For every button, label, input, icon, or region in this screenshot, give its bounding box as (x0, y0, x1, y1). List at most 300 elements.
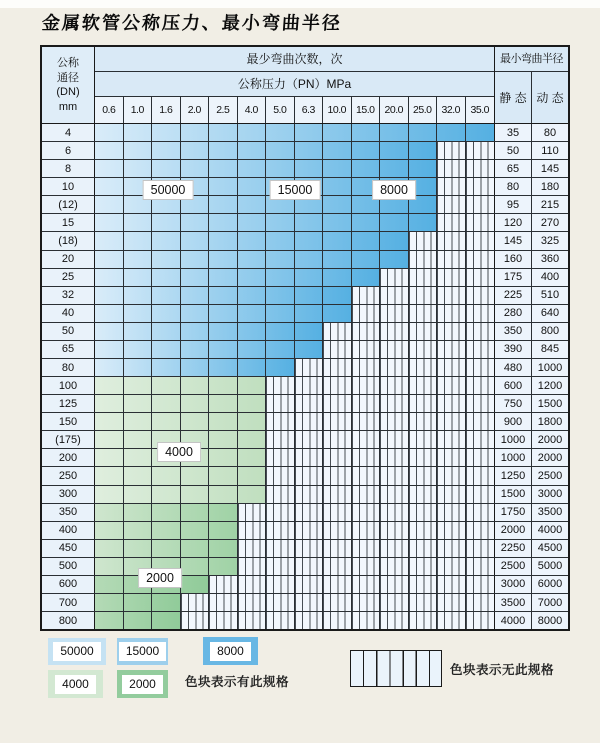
spec-cell (181, 287, 210, 304)
no-spec-cell (409, 287, 438, 304)
pressure-column-header: 6.3 (295, 97, 324, 123)
no-spec-cell (266, 594, 295, 611)
spec-cell (152, 359, 181, 376)
spec-cell (238, 142, 267, 159)
no-spec-cell (295, 486, 324, 503)
pressure-cells-area (95, 486, 495, 503)
no-spec-cell (380, 558, 409, 575)
dynamic-radius-value: 1500 (532, 395, 568, 412)
spec-cell (124, 449, 153, 466)
dn-value: 150 (42, 413, 95, 430)
table-row (42, 323, 568, 341)
dynamic-radius-value: 400 (532, 269, 568, 286)
pressure-cells-area (95, 305, 495, 322)
spec-cell (95, 323, 124, 340)
spec-cell (266, 323, 295, 340)
spec-cell (124, 160, 153, 177)
table-row (42, 269, 568, 287)
spec-cell (266, 269, 295, 286)
static-radius-value: 50 (495, 142, 532, 159)
spec-cell (209, 449, 238, 466)
spec-cell (95, 522, 124, 539)
spec-cell (95, 251, 124, 268)
no-spec-cell (466, 178, 495, 195)
cycle-count-label: 50000 (143, 180, 194, 200)
no-spec-cell (323, 558, 352, 575)
static-radius-value: 65 (495, 160, 532, 177)
spec-cell (124, 323, 153, 340)
bend-cycles-header-group (95, 47, 495, 123)
spec-cell (266, 160, 295, 177)
dn-header-line: mm (58, 100, 78, 113)
dn-value: 10 (42, 178, 95, 195)
no-spec-cell (352, 323, 381, 340)
dynamic-radius-value: 1800 (532, 413, 568, 430)
spec-cell (352, 232, 381, 249)
no-spec-cell (380, 323, 409, 340)
dynamic-radius-value: 1200 (532, 377, 568, 394)
no-spec-cell (409, 576, 438, 593)
no-spec-cell (238, 522, 267, 539)
static-radius-value: 900 (495, 413, 532, 430)
no-spec-cell (409, 504, 438, 521)
no-spec-cell (466, 467, 495, 484)
spec-cell (295, 124, 324, 141)
no-spec-cell (437, 341, 466, 358)
no-spec-cell (437, 522, 466, 539)
no-spec-cell (323, 377, 352, 394)
pressure-cells-area (95, 413, 495, 430)
dn-value: 100 (42, 377, 95, 394)
no-spec-cell (209, 576, 238, 593)
dynamic-radius-value: 215 (532, 196, 568, 213)
no-spec-cell (466, 612, 495, 629)
spec-cell (209, 377, 238, 394)
no-spec-cell (437, 594, 466, 611)
pressure-cells-area (95, 341, 495, 358)
spec-cell (124, 287, 153, 304)
dn-value: 350 (42, 504, 95, 521)
table-row (42, 341, 568, 359)
spec-cell (238, 232, 267, 249)
no-spec-cell (238, 504, 267, 521)
dn-value: 800 (42, 612, 95, 629)
pressure-cells-area (95, 540, 495, 557)
no-spec-cell (466, 214, 495, 231)
spec-cell (181, 540, 210, 557)
no-spec-cell (209, 612, 238, 629)
no-spec-cell (295, 431, 324, 448)
no-spec-cell (352, 576, 381, 593)
spec-cell (152, 214, 181, 231)
no-spec-cell (380, 522, 409, 539)
spec-cell (181, 214, 210, 231)
spec-cell (266, 214, 295, 231)
spec-cell (124, 612, 153, 629)
no-spec-cell (352, 504, 381, 521)
dn-value: 8 (42, 160, 95, 177)
static-radius-value: 160 (495, 251, 532, 268)
spec-cell (124, 214, 153, 231)
spec-cell (380, 142, 409, 159)
table-row (42, 486, 568, 504)
no-spec-cell (409, 323, 438, 340)
no-spec-cell (409, 395, 438, 412)
pressure-value-header-row (95, 97, 494, 123)
pressure-cells-area (95, 467, 495, 484)
spec-cell (95, 449, 124, 466)
no-spec-cell (409, 341, 438, 358)
pressure-bend-table (40, 45, 570, 631)
spec-cell (209, 214, 238, 231)
spec-cell (295, 305, 324, 322)
spec-cell (323, 196, 352, 213)
spec-cell (152, 612, 181, 629)
dynamic-radius-value: 180 (532, 178, 568, 195)
cycle-count-label: 2000 (138, 568, 182, 588)
spec-cell (152, 341, 181, 358)
spec-cell (181, 341, 210, 358)
spec-cell (124, 431, 153, 448)
no-spec-cell (352, 341, 381, 358)
no-spec-cell (437, 142, 466, 159)
no-spec-cell (266, 377, 295, 394)
spec-cell (209, 269, 238, 286)
table-row (42, 431, 568, 449)
no-spec-cell (295, 467, 324, 484)
no-spec-cell (295, 594, 324, 611)
spec-cell (152, 269, 181, 286)
no-spec-cell (437, 214, 466, 231)
dn-value: 25 (42, 269, 95, 286)
dynamic-radius-value: 8000 (532, 612, 568, 629)
spec-cell (323, 214, 352, 231)
dynamic-radius-value: 510 (532, 287, 568, 304)
dn-value: 125 (42, 395, 95, 412)
no-spec-cell (352, 377, 381, 394)
spec-cell (95, 395, 124, 412)
pressure-cells-area (95, 377, 495, 394)
no-spec-cell (352, 486, 381, 503)
spec-cell (95, 196, 124, 213)
pressure-column-header: 20.0 (380, 97, 409, 123)
static-radius-value: 600 (495, 377, 532, 394)
spec-cell (323, 160, 352, 177)
no-spec-cell (380, 504, 409, 521)
spec-cell (323, 232, 352, 249)
pressure-cells-area (95, 449, 495, 466)
dynamic-column-header: 动 态 (536, 91, 564, 105)
dynamic-radius-value: 2500 (532, 467, 568, 484)
no-spec-cell (181, 612, 210, 629)
spec-cell (380, 232, 409, 249)
no-spec-cell (295, 504, 324, 521)
no-spec-cell (466, 232, 495, 249)
no-spec-cell (466, 160, 495, 177)
spec-cell (352, 214, 381, 231)
no-spec-cell (466, 413, 495, 430)
spec-cell (238, 377, 267, 394)
legend-swatch-label: 50000 (53, 642, 100, 661)
dn-header-line: 通径 (57, 71, 79, 84)
no-spec-cell (437, 486, 466, 503)
no-spec-cell (295, 413, 324, 430)
table-row (42, 305, 568, 323)
no-spec-cell (352, 359, 381, 376)
spec-cell (152, 413, 181, 430)
dn-header-line: (DN) (56, 86, 80, 98)
pressure-cells-area (95, 395, 495, 412)
no-spec-cell (466, 269, 495, 286)
spec-cell (295, 269, 324, 286)
table-row (42, 558, 568, 576)
spec-cell (181, 413, 210, 430)
spec-cell (152, 142, 181, 159)
dynamic-radius-value: 640 (532, 305, 568, 322)
cycle-count-label: 8000 (372, 180, 416, 200)
no-spec-cell (323, 540, 352, 557)
dn-value: 40 (42, 305, 95, 322)
no-spec-cell (437, 359, 466, 376)
no-spec-cell (295, 540, 324, 557)
table-row (42, 594, 568, 612)
table-row (42, 504, 568, 522)
spec-cell (181, 395, 210, 412)
no-spec-cell (437, 269, 466, 286)
legend-swatch (48, 670, 103, 698)
legend-swatch-label: 15000 (119, 642, 166, 661)
spec-cell (323, 124, 352, 141)
dynamic-radius-value: 4000 (532, 522, 568, 539)
no-spec-cell (295, 612, 324, 629)
legend-swatch (117, 638, 168, 665)
spec-cell (124, 305, 153, 322)
no-spec-cell (238, 612, 267, 629)
dynamic-radius-value: 800 (532, 323, 568, 340)
spec-cell (152, 395, 181, 412)
dn-value: 250 (42, 467, 95, 484)
static-radius-value: 2000 (495, 522, 532, 539)
static-radius-value: 175 (495, 269, 532, 286)
spec-cell (95, 287, 124, 304)
spec-cell (238, 287, 267, 304)
static-radius-value: 1250 (495, 467, 532, 484)
no-spec-cell (323, 359, 352, 376)
spec-cell (352, 269, 381, 286)
spec-cell (409, 124, 438, 141)
spec-cell (238, 449, 267, 466)
no-spec-cell (409, 449, 438, 466)
dn-value: 200 (42, 449, 95, 466)
no-spec-cell (409, 359, 438, 376)
spec-cell (95, 431, 124, 448)
spec-cell (209, 431, 238, 448)
no-spec-cell (437, 467, 466, 484)
no-spec-cell (409, 305, 438, 322)
dn-value: (12) (42, 196, 95, 213)
table-row (42, 395, 568, 413)
table-row (42, 522, 568, 540)
spec-cell (124, 467, 153, 484)
static-radius-value: 1000 (495, 449, 532, 466)
no-spec-cell (466, 576, 495, 593)
spec-cell (409, 214, 438, 231)
spec-cell (95, 269, 124, 286)
legend-swatch-label: 4000 (55, 675, 96, 694)
spec-cell (380, 124, 409, 141)
no-spec-cell (323, 612, 352, 629)
spec-cell (352, 124, 381, 141)
pressure-column-header: 2.0 (181, 97, 210, 123)
no-spec-cell (380, 269, 409, 286)
static-radius-value: 4000 (495, 612, 532, 629)
spec-cell (323, 251, 352, 268)
dynamic-radius-value: 1000 (532, 359, 568, 376)
spec-cell (181, 467, 210, 484)
spec-cell (238, 486, 267, 503)
table-row (42, 413, 568, 431)
no-spec-cell (323, 467, 352, 484)
spec-cell (238, 178, 267, 195)
pressure-column-header: 2.5 (209, 97, 238, 123)
no-spec-cell (380, 341, 409, 358)
no-spec-cell (323, 341, 352, 358)
no-spec-cell (409, 540, 438, 557)
spec-cell (152, 522, 181, 539)
no-spec-cell (437, 576, 466, 593)
no-spec-cell (380, 287, 409, 304)
no-spec-cell (466, 431, 495, 448)
static-radius-value: 120 (495, 214, 532, 231)
page-title: 金属软管公称压力、最小弯曲半径 (41, 13, 343, 33)
spec-cell (124, 269, 153, 286)
no-spec-cell (466, 594, 495, 611)
spec-cell (124, 377, 153, 394)
no-spec-cell (323, 449, 352, 466)
no-spec-cell (380, 413, 409, 430)
no-spec-cell (181, 594, 210, 611)
no-spec-cell (437, 431, 466, 448)
spec-cell (323, 269, 352, 286)
no-spec-cell (380, 305, 409, 322)
no-spec-cell (266, 413, 295, 430)
spec-cell (238, 305, 267, 322)
spec-cell (466, 124, 495, 141)
spec-cell (209, 486, 238, 503)
spec-cell (181, 558, 210, 575)
spec-cell (266, 124, 295, 141)
no-spec-cell (266, 431, 295, 448)
no-spec-cell (466, 486, 495, 503)
no-spec-cell (266, 576, 295, 593)
pressure-cells-area (95, 323, 495, 340)
dn-value: 300 (42, 486, 95, 503)
no-spec-cell (352, 467, 381, 484)
no-spec-cell (352, 413, 381, 430)
spec-cell (295, 160, 324, 177)
no-spec-cell (352, 540, 381, 557)
dn-value: 600 (42, 576, 95, 593)
table-row (42, 160, 568, 178)
no-spec-cell (437, 196, 466, 213)
no-spec-cell (295, 449, 324, 466)
top-white-strip (0, 0, 600, 8)
dynamic-radius-value: 360 (532, 251, 568, 268)
spec-cell (209, 251, 238, 268)
pressure-column-header: 32.0 (437, 97, 466, 123)
dynamic-radius-value: 3500 (532, 504, 568, 521)
spec-cell (209, 558, 238, 575)
no-spec-cell (352, 449, 381, 466)
bend-radius-header-group (495, 47, 568, 123)
no-spec-cell (352, 594, 381, 611)
dn-value: 4 (42, 124, 95, 141)
static-radius-value: 750 (495, 395, 532, 412)
spec-cell (295, 214, 324, 231)
spec-cell (380, 214, 409, 231)
no-spec-cell (409, 594, 438, 611)
spec-cell (209, 142, 238, 159)
pressure-column-header: 15.0 (352, 97, 381, 123)
spec-cell (266, 287, 295, 304)
dn-value: (18) (42, 232, 95, 249)
spec-cell (95, 576, 124, 593)
spec-cell (238, 323, 267, 340)
no-spec-cell (323, 504, 352, 521)
spec-cell (352, 160, 381, 177)
spec-cell (266, 359, 295, 376)
no-spec-cell (409, 232, 438, 249)
no-spec-cell (266, 449, 295, 466)
no-spec-cell (323, 413, 352, 430)
spec-cell (124, 142, 153, 159)
spec-cell (295, 232, 324, 249)
spec-cell (266, 305, 295, 322)
no-spec-cell (466, 359, 495, 376)
dn-value: 50 (42, 323, 95, 340)
no-spec-cell (437, 413, 466, 430)
spec-cell (124, 594, 153, 611)
spec-cell (437, 124, 466, 141)
spec-cell (95, 413, 124, 430)
spec-cell (380, 160, 409, 177)
spec-cell (152, 486, 181, 503)
spec-cell (124, 504, 153, 521)
table-row (42, 214, 568, 232)
no-spec-cell (323, 486, 352, 503)
pressure-cells-area (95, 522, 495, 539)
spec-cell (209, 287, 238, 304)
no-spec-cell (409, 251, 438, 268)
cycle-count-label: 15000 (270, 180, 321, 200)
spec-cell (266, 251, 295, 268)
pressure-column-header: 25.0 (409, 97, 438, 123)
static-radius-value: 1500 (495, 486, 532, 503)
spec-cell (238, 467, 267, 484)
dn-header-line: 公称 (57, 57, 79, 69)
spec-cell (95, 540, 124, 557)
no-spec-cell (466, 377, 495, 394)
dn-value: 80 (42, 359, 95, 376)
dynamic-radius-value: 6000 (532, 576, 568, 593)
no-spec-cell (209, 594, 238, 611)
spec-cell (152, 232, 181, 249)
spec-cell (295, 341, 324, 358)
no-spec-cell (380, 431, 409, 448)
no-spec-cell (437, 251, 466, 268)
spec-cell (95, 504, 124, 521)
static-radius-value: 1000 (495, 431, 532, 448)
